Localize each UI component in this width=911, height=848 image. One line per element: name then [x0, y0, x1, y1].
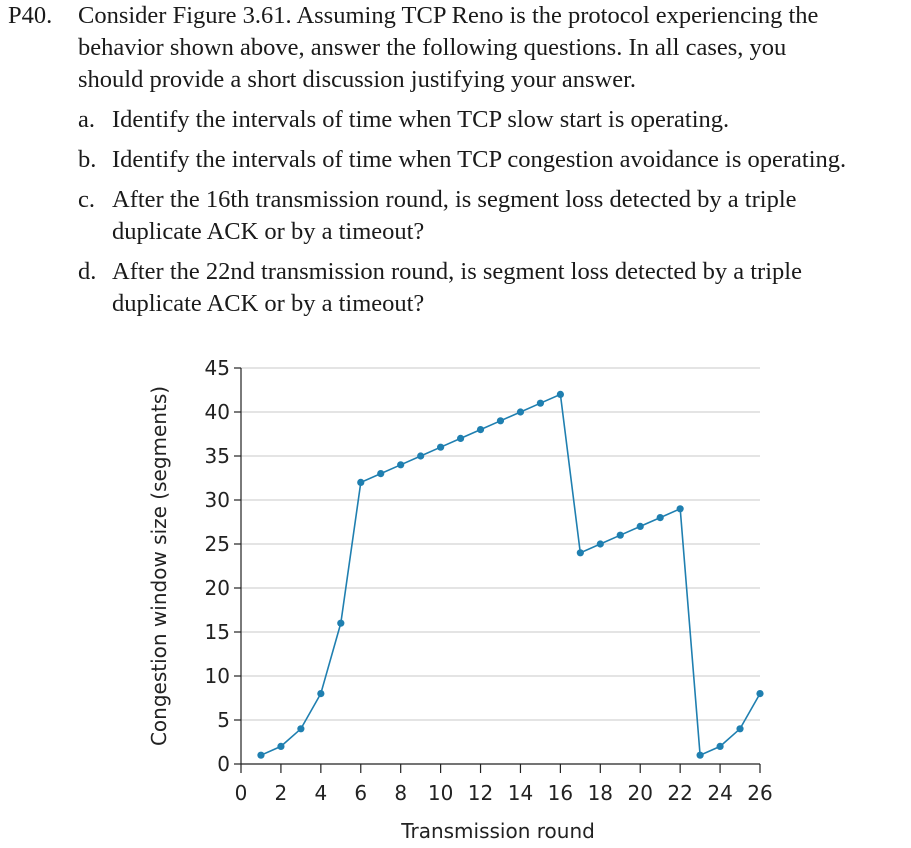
data-point [417, 452, 424, 459]
problem-number: P40. [8, 2, 53, 29]
y-tick-label: 45 [204, 356, 230, 380]
y-tick-label: 35 [204, 444, 230, 468]
data-point [677, 505, 684, 512]
x-axis-label: Transmission round [401, 819, 595, 843]
data-point [537, 400, 544, 407]
x-tick-label: 2 [274, 781, 288, 805]
part-d-label: d. [78, 258, 97, 285]
y-tick-label: 15 [204, 620, 230, 644]
y-axis-ticks [205, 356, 241, 776]
data-point [617, 532, 624, 539]
data-point [577, 549, 584, 556]
part-line: Identify the intervals of time when TCP slow start is operating. [112, 106, 730, 133]
y-tick-label: 40 [204, 400, 230, 424]
x-tick-label: 4 [314, 781, 328, 805]
y-tick-label: 20 [204, 576, 230, 600]
data-point [277, 743, 284, 750]
y-tick-label: 30 [204, 488, 230, 512]
intro-line: Consider Figure 3.61. Assuming TCP Reno is the protocol experiencing the [78, 2, 819, 29]
data-point [657, 514, 664, 521]
data-point [377, 470, 384, 477]
x-axis-ticks [235, 764, 773, 805]
data-point [697, 752, 704, 759]
y-tick-label: 25 [204, 532, 230, 556]
series-group [257, 391, 763, 759]
data-point [257, 752, 264, 759]
x-tick-label: 26 [747, 781, 773, 805]
x-tick-label: 18 [587, 781, 614, 805]
data-point [357, 479, 364, 486]
data-point [497, 417, 504, 424]
x-tick-label: 24 [707, 781, 733, 805]
chart-axes [241, 368, 760, 764]
data-point [756, 690, 763, 697]
y-tick-label: 5 [217, 708, 230, 732]
x-tick-label: 12 [467, 781, 494, 805]
data-point [317, 690, 324, 697]
x-tick-label: 14 [507, 781, 534, 805]
data-point [597, 540, 604, 547]
data-point [557, 391, 564, 398]
part-line: After the 22nd transmission round, is segment loss detected by a triple [112, 258, 802, 285]
part-line: duplicate ACK or by a timeout? [112, 290, 425, 317]
intro-line: should provide a short discussion justifying your answer. [78, 66, 637, 93]
data-point [517, 408, 524, 415]
y-tick-label: 0 [217, 752, 230, 776]
data-point [736, 725, 743, 732]
part-line: duplicate ACK or by a timeout? [112, 218, 425, 245]
data-point [457, 435, 464, 442]
data-point [337, 620, 344, 627]
x-tick-label: 6 [354, 781, 368, 805]
x-tick-label: 22 [667, 781, 693, 805]
part-c-label: c. [78, 186, 95, 213]
data-point [397, 461, 404, 468]
part-line: After the 16th transmission round, is segment loss detected by a triple [112, 186, 797, 213]
series-line [261, 394, 760, 755]
part-line: Identify the intervals of time when TCP congestion avoidance is operating. [112, 146, 847, 173]
data-point [477, 426, 484, 433]
x-tick-label: 0 [234, 781, 248, 805]
x-tick-label: 10 [427, 781, 454, 805]
intro-line: behavior shown above, answer the following questions. In all cases, you [78, 34, 787, 61]
data-point [437, 444, 444, 451]
data-point [297, 725, 304, 732]
y-tick-label: 10 [204, 664, 230, 688]
part-a-label: a. [78, 106, 95, 133]
part-b-label: b. [78, 146, 97, 173]
x-tick-label: 20 [627, 781, 653, 805]
x-tick-label: 8 [394, 781, 408, 805]
data-point [716, 743, 723, 750]
y-axis-label: Congestion window size (segments) [147, 385, 171, 747]
data-point [637, 523, 644, 530]
x-tick-label: 16 [547, 781, 574, 805]
